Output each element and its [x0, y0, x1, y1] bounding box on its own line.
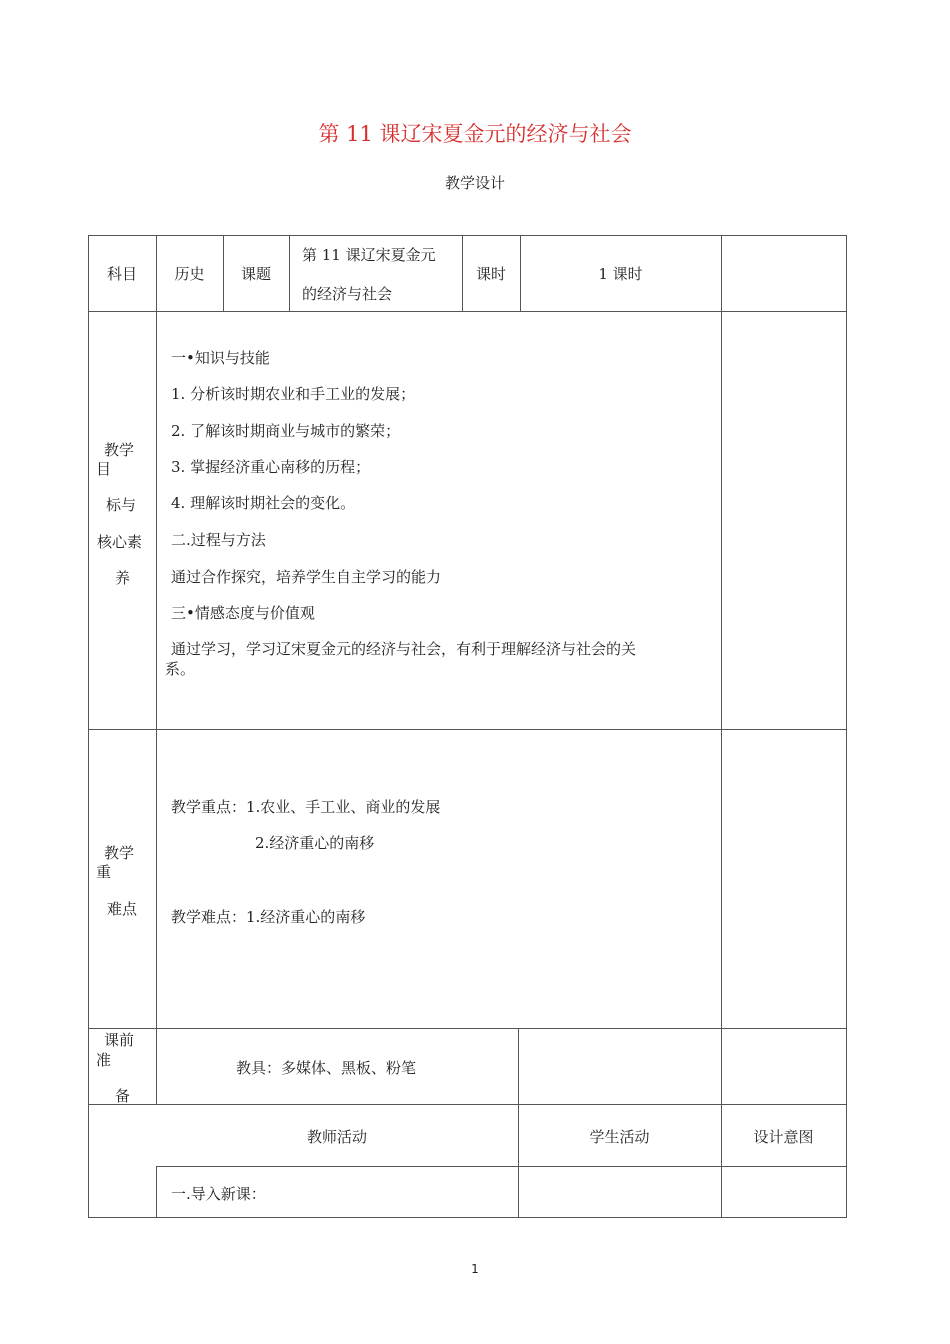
- preparation-label-2: 准: [96, 1051, 112, 1069]
- column-divider-label-lower: [156, 1166, 157, 1218]
- keypoints-label-2: 重: [96, 863, 112, 881]
- topic-label: 课题: [240, 265, 271, 283]
- keypoints-label-3: 难点: [107, 900, 138, 918]
- keypoints-label-1: 教学: [104, 844, 135, 862]
- period-label: 课时: [475, 265, 506, 283]
- objectives-line-5: 4. 理解该时期社会的变化。: [171, 494, 356, 512]
- document-subtitle: 教学设计: [444, 174, 505, 192]
- row-divider-2: [88, 729, 847, 730]
- preparation-label-3: 备: [115, 1087, 131, 1105]
- topic-value-line2: 的经济与社会: [302, 285, 393, 303]
- objectives-line-6: 二.过程与方法: [171, 531, 266, 549]
- subject-label: 科目: [106, 265, 137, 283]
- row-divider-4: [88, 1104, 847, 1105]
- table-border-left: [88, 235, 89, 1218]
- column-divider-student: [518, 1028, 519, 1218]
- design-intent-header: 设计意图: [753, 1128, 814, 1146]
- objectives-label-1: 教学: [104, 441, 135, 459]
- objectives-line-8: 三•情感态度与价值观: [171, 604, 315, 622]
- focus-line-1: 教学重点：1.农业、手工业、商业的发展: [171, 798, 441, 816]
- teaching-tools: 教具：多媒体、黑板、粉笔: [236, 1059, 417, 1077]
- row-divider-3: [88, 1028, 847, 1029]
- student-activity-header: 学生活动: [589, 1128, 650, 1146]
- column-divider-intent: [721, 235, 722, 1218]
- column-divider-header-b: [289, 235, 290, 312]
- objectives-line-10: 系。: [165, 660, 196, 678]
- teacher-activity-header: 教师活动: [306, 1128, 367, 1146]
- objectives-label-2: 目: [96, 460, 112, 478]
- period-value: 1 课时: [598, 265, 643, 283]
- objectives-line-3: 2. 了解该时期商业与城市的繁荣；: [171, 422, 401, 440]
- focus-line-2: 2.经济重心的南移: [255, 834, 375, 852]
- objectives-label-3: 标与: [106, 496, 137, 514]
- page-number: 1: [471, 1262, 479, 1276]
- objectives-label-4: 核心素: [97, 533, 143, 551]
- objectives-line-2: 1. 分析该时期农业和手工业的发展；: [171, 385, 416, 403]
- subject-value: 历史: [174, 265, 205, 283]
- table-border-right: [846, 235, 847, 1218]
- document-title: 第 11 课辽宋夏金元的经济与社会: [318, 122, 632, 146]
- row-divider-1: [88, 311, 847, 312]
- column-divider-label: [156, 235, 157, 1104]
- table-border-bottom: [88, 1217, 847, 1218]
- objectives-line-7: 通过合作探究，培养学生自主学习的能力: [171, 568, 442, 586]
- objectives-line-4: 3. 掌握经济重心南移的历程；: [171, 458, 371, 476]
- row-divider-5: [156, 1166, 847, 1167]
- table-border-top: [88, 235, 847, 236]
- topic-value-line1: 第 11 课辽宋夏金元: [302, 246, 436, 264]
- preparation-label-1: 课前: [104, 1031, 135, 1049]
- objectives-line-9: 通过学习，学习辽宋夏金元的经济与社会，有利于理解经济与社会的关: [171, 640, 637, 658]
- objectives-line-1: 一•知识与技能: [171, 349, 270, 367]
- intro-new-lesson: 一.导入新课：: [171, 1185, 266, 1203]
- objectives-label-5: 养: [115, 569, 131, 587]
- difficulty-line: 教学难点：1.经济重心的南移: [171, 908, 366, 926]
